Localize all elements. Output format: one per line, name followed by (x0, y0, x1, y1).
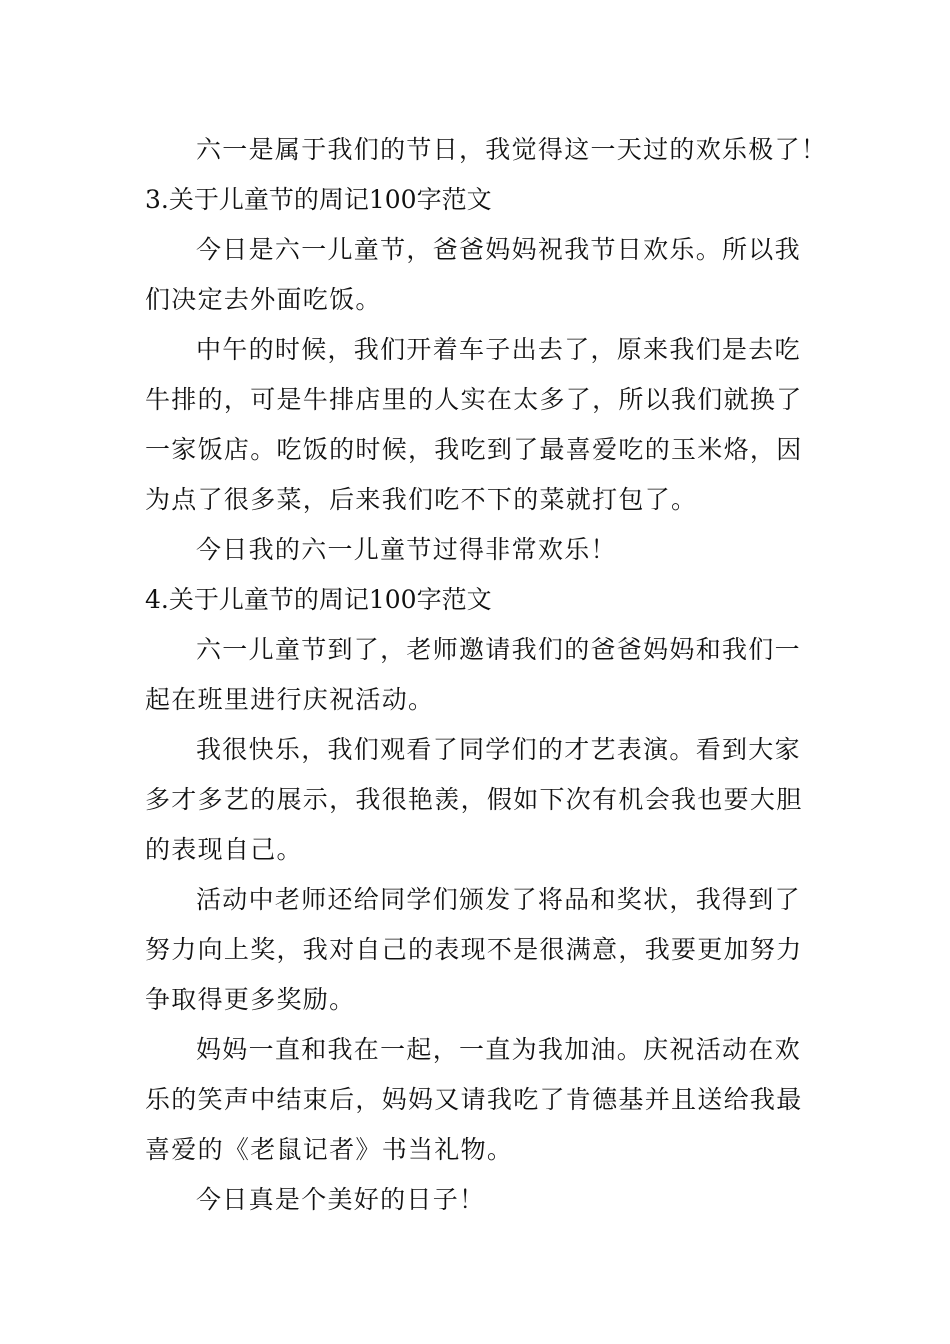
paragraph-line: 妈妈一直和我在一起，一直为我加油。庆祝活动在欢 (196, 1035, 801, 1064)
paragraph-line: 喜爱的《老鼠记者》书当礼物。 (145, 1135, 514, 1164)
paragraph-line: 为点了很多菜，后来我们吃不下的菜就打包了。 (145, 485, 698, 514)
paragraph-line: 一家饭店。吃饭的时候，我吃到了最喜爱吃的玉米烙，因 (145, 435, 803, 464)
section-heading: 4.关于儿童节的周记100字范文 (145, 585, 492, 614)
paragraph-line: 起在班里进行庆祝活动。 (145, 685, 435, 714)
paragraph-line: 多才多艺的展示，我很艳羡，假如下次有机会我也要大胆 (145, 785, 803, 814)
paragraph-line: 今日是六一儿童节，爸爸妈妈祝我节日欢乐。所以我 (196, 235, 801, 264)
paragraph-line: 们决定去外面吃饭。 (145, 285, 382, 314)
paragraph-line: 六一是属于我们的节日，我觉得这一天过的欢乐极了！ (196, 135, 828, 164)
paragraph-line: 乐的笑声中结束后，妈妈又请我吃了肯德基并且送给我最 (145, 1085, 803, 1114)
paragraph-line: 我很快乐，我们观看了同学们的才艺表演。看到大家 (196, 735, 801, 764)
paragraph-line: 的表现自己。 (145, 835, 303, 864)
paragraph-line: 争取得更多奖励。 (145, 985, 356, 1014)
paragraph-line: 今日我的六一儿童节过得非常欢乐！ (196, 535, 617, 564)
paragraph-line: 活动中老师还给同学们颁发了将品和奖状，我得到了 (196, 885, 801, 914)
section-heading: 3.关于儿童节的周记100字范文 (145, 185, 492, 214)
paragraph-line: 中午的时候，我们开着车子出去了，原来我们是去吃 (196, 335, 801, 364)
paragraph-line: 六一儿童节到了，老师邀请我们的爸爸妈妈和我们一 (196, 635, 801, 664)
paragraph-line: 牛排的，可是牛排店里的人实在太多了，所以我们就换了 (145, 385, 803, 414)
paragraph-line: 今日真是个美好的日子！ (196, 1185, 486, 1214)
paragraph-line: 努力向上奖，我对自己的表现不是很满意，我要更加努力 (145, 935, 803, 964)
